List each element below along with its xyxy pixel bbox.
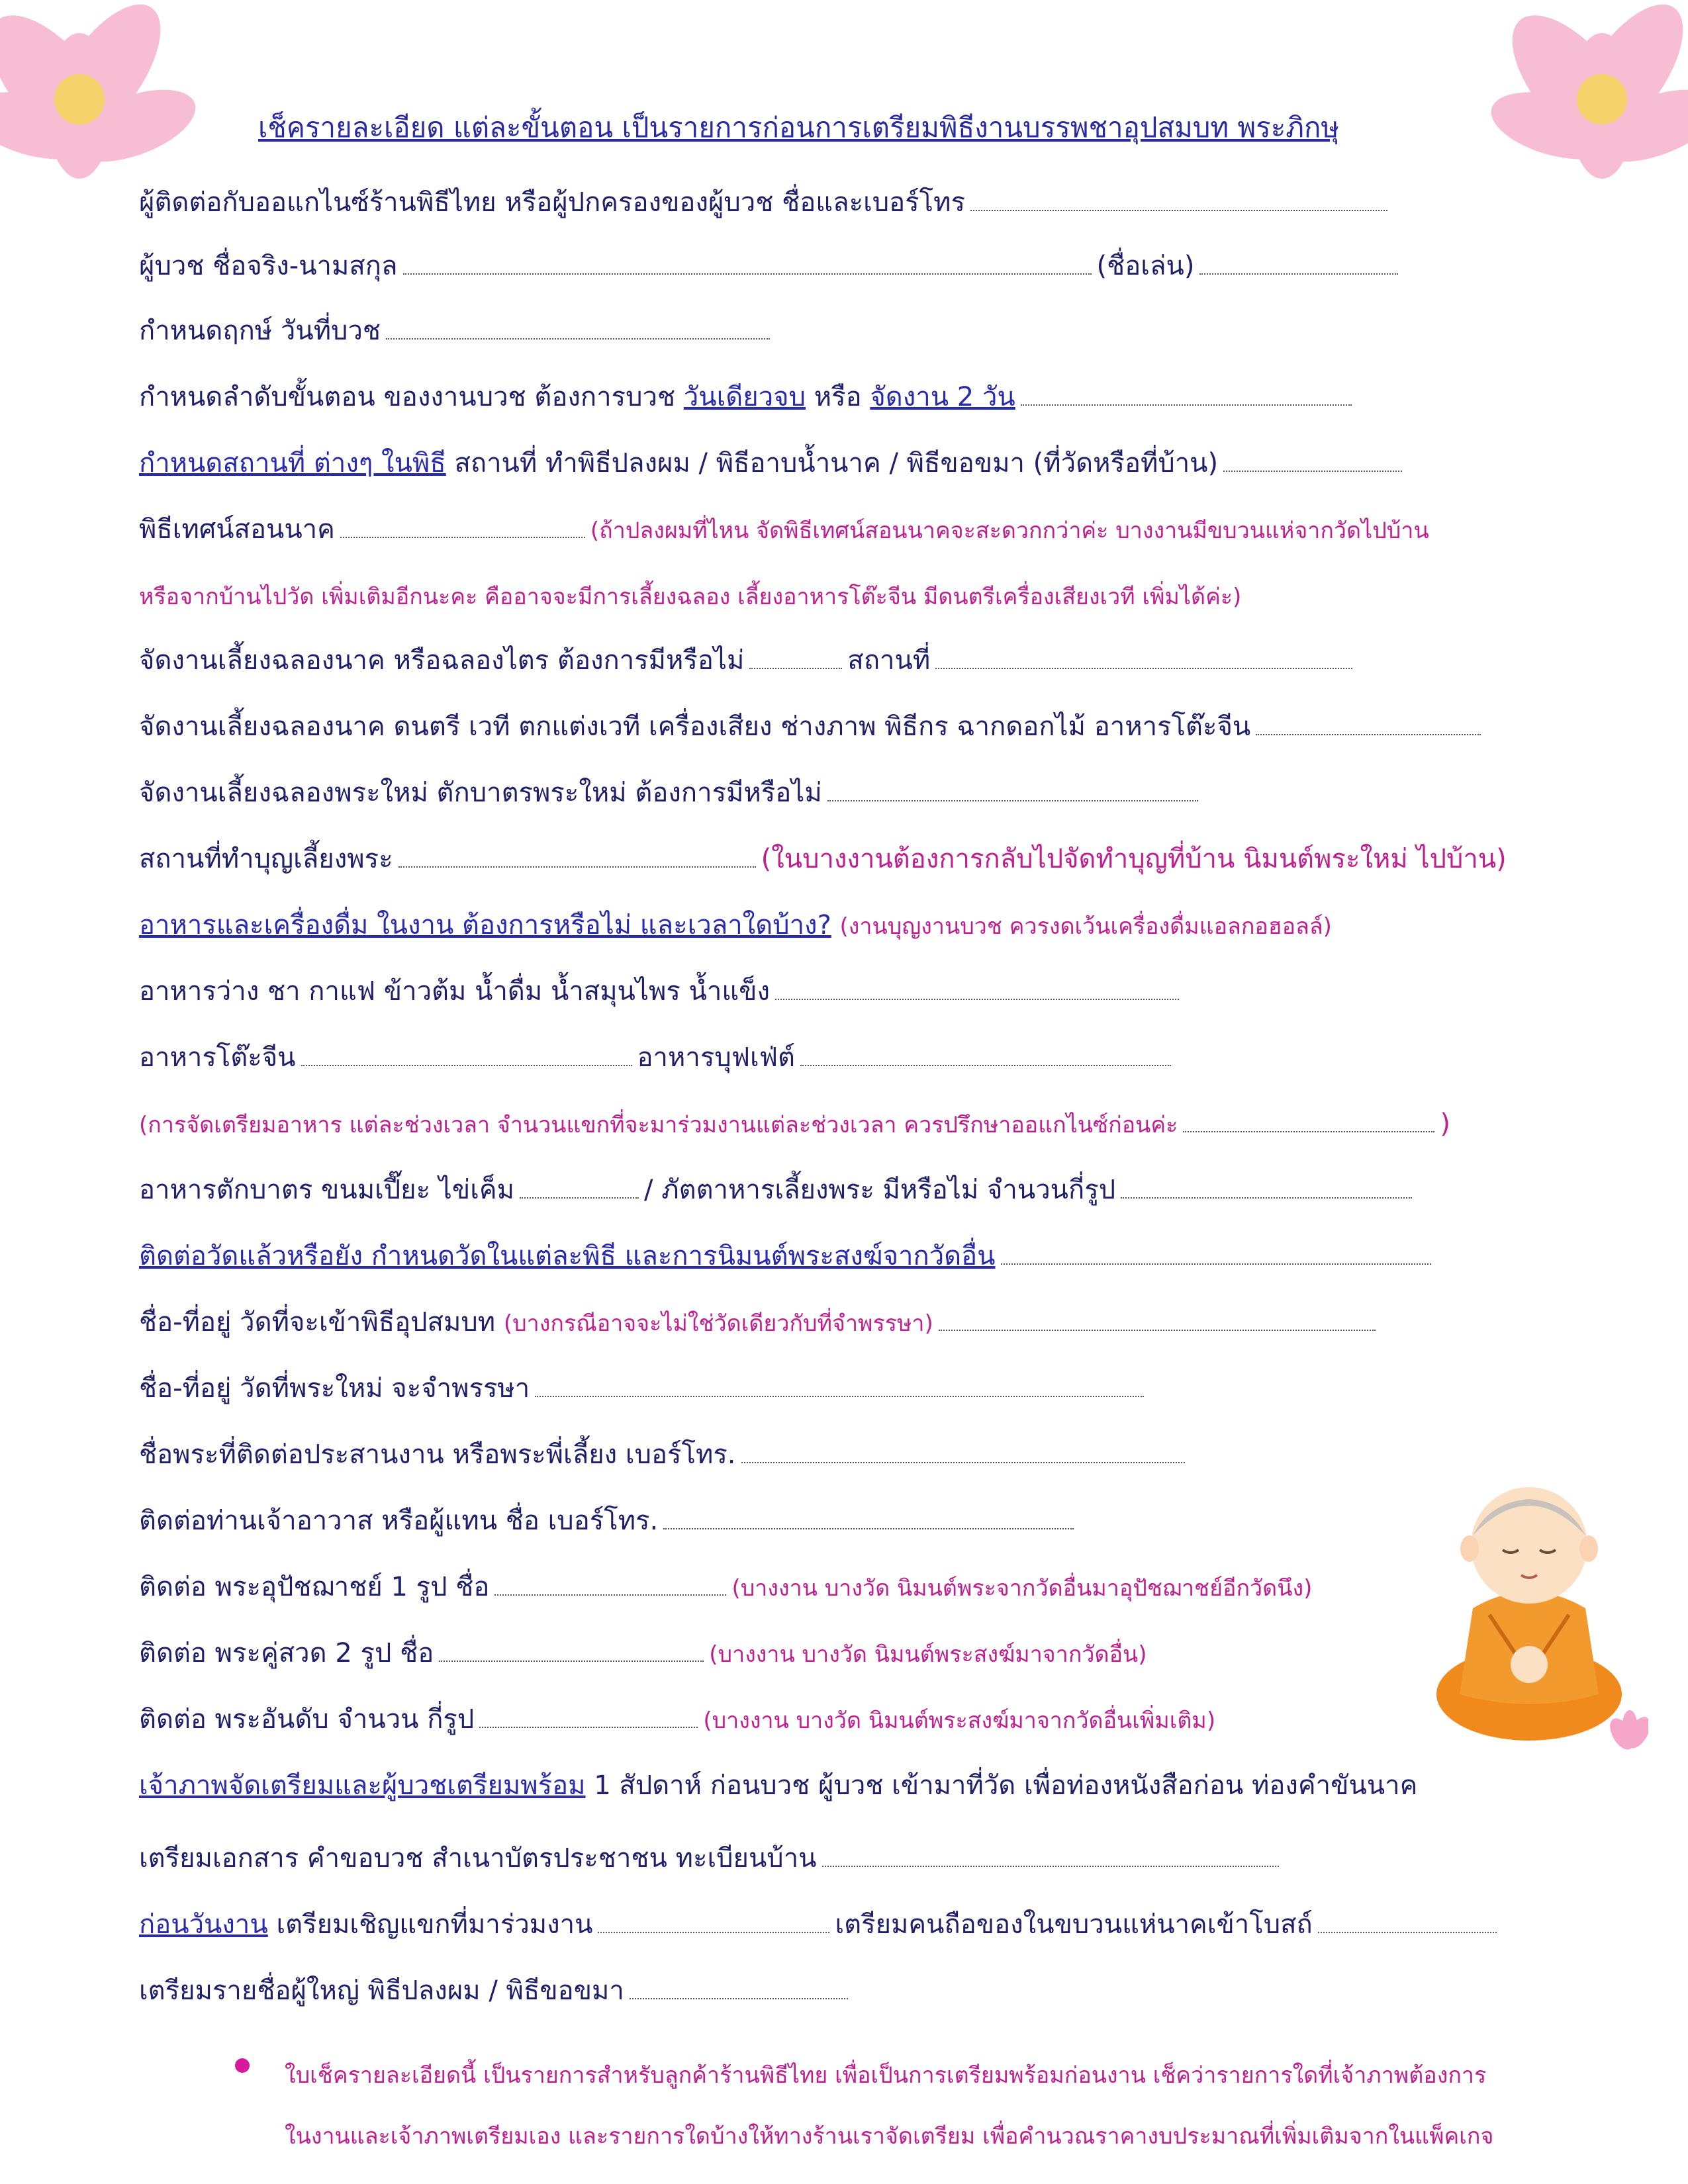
fill-blank[interactable] bbox=[741, 1461, 1185, 1463]
footnote bbox=[238, 2045, 1549, 2167]
fill-blank[interactable] bbox=[749, 667, 842, 669]
field-label: สถานที่ bbox=[847, 645, 931, 676]
fill-blank[interactable] bbox=[1121, 1197, 1412, 1199]
note-text: (การจัดเตรียมอาหาร แต่ละช่วงเวลา จำนวนแขกที่จะมาร่วมงานแต่ละช่วงเวลา ควรปรึกษาออแกไนซ์ก่อนค่ะ bbox=[139, 1112, 1178, 1138]
fill-blank[interactable] bbox=[1021, 404, 1352, 406]
fill-blank[interactable] bbox=[520, 1197, 639, 1199]
monk-illustration-icon bbox=[1410, 1476, 1648, 1754]
form-line-chanting-monks bbox=[139, 1635, 1147, 1673]
field-label: กำหนดลำดับขั้นตอน ของงานบวช ต้องการบวช bbox=[139, 382, 676, 412]
form-line-before-event bbox=[139, 1906, 1502, 1943]
fill-blank[interactable] bbox=[827, 799, 1198, 801]
form-line-food-note bbox=[139, 1105, 1450, 1144]
note-text: (งานบุญงานบวช ควรงดเว้นเครื่องดื่มแอลกอฮอลล์) bbox=[839, 913, 1332, 940]
bullet-icon bbox=[235, 2058, 250, 2073]
fill-blank[interactable] bbox=[1001, 1263, 1431, 1265]
fill-blank[interactable] bbox=[439, 1660, 704, 1662]
note-text: (ถ้าปลงผมที่ไหน จัดพิธีเทศน์สอนนาคจะสะดวกกว่าค่ะ บางงานมีขบวนแห่จากวัดไปบ้าน bbox=[590, 518, 1429, 544]
fill-blank[interactable] bbox=[1183, 1130, 1434, 1132]
form-line-new-monk bbox=[139, 774, 1203, 811]
form-line-organizer bbox=[139, 184, 1393, 221]
field-label: / ภัตตาหารเลี้ยงพระ มีหรือไม่ จำนวนกี่รูป bbox=[644, 1175, 1116, 1205]
form-line-alms bbox=[139, 1171, 1417, 1208]
option-two-days[interactable]: จัดงาน 2 วัน bbox=[870, 382, 1015, 412]
section-link-venues[interactable]: กำหนดสถานที่ ต่างๆ ในพิธี bbox=[139, 448, 446, 478]
field-label: พิธีเทศน์สอนนาค bbox=[139, 514, 335, 545]
fill-blank[interactable] bbox=[598, 1931, 829, 1933]
field-label: กำหนดฤกษ์ วันที่บวช bbox=[139, 316, 381, 346]
fill-blank[interactable] bbox=[939, 1329, 1376, 1331]
fill-blank[interactable] bbox=[1223, 470, 1402, 472]
form-line-schedule bbox=[139, 379, 1357, 416]
field-label: เตรียมเอกสาร คำขอบวช สำเนาบัตรประชาชน ทะเบียนบ้าน bbox=[139, 1843, 817, 1874]
field-label: ผู้บวช ชื่อจริง-นามสกุล bbox=[139, 251, 398, 281]
field-label: หรือ bbox=[814, 382, 862, 412]
field-label: ชื่อพระที่ติดต่อประสานงาน หรือพระพี่เลี้ยง เบอร์โทร. bbox=[139, 1439, 736, 1470]
field-label: 1 สัปดาห์ ก่อนบวช ผู้บวช เข้ามาที่วัด เพื่อท่องหนังสือก่อน ท่องคำขันนาค bbox=[594, 1770, 1418, 1801]
fill-blank[interactable] bbox=[822, 1865, 1279, 1867]
form-line-coordinator-monk bbox=[139, 1436, 1190, 1473]
fill-blank[interactable] bbox=[630, 1997, 848, 1999]
field-label: อาหารตักบาตร ขนมเปี๊ยะ ไข่เค็ม bbox=[139, 1175, 515, 1205]
field-label: ชื่อ-ที่อยู่ วัดที่จะเข้าพิธีอุปสมบท bbox=[139, 1307, 496, 1338]
field-label: สถานที่ ทำพิธีปลงผม / พิธีอาบน้ำนาค / พิธีขอขมา (ที่วัดหรือที่บ้าน) bbox=[454, 448, 1219, 478]
fill-blank[interactable] bbox=[494, 1594, 726, 1596]
section-link-temple[interactable]: ติดต่อวัดแล้วหรือยัง กำหนดวัดในแต่ละพิธี และการนิมนต์พระสงฆ์จากวัดอื่น bbox=[139, 1241, 996, 1271]
form-line-sermon-cont bbox=[139, 577, 1241, 615]
form-line-name bbox=[139, 248, 1403, 285]
field-label: จัดงานเลี้ยงฉลองพระใหม่ ตักบาตรพระใหม่ ต้องการมีหรือไม่ bbox=[139, 778, 822, 808]
note-text: (บางกรณีอาจจะไม่ใช่วัดเดียวกับที่จำพรรษา) bbox=[503, 1310, 933, 1337]
fill-blank[interactable] bbox=[479, 1726, 698, 1728]
field-label: อาหารว่าง ชา กาแฟ ข้าวต้ม น้ำดื่ม น้ำสมุนไพร น้ำแข็ง bbox=[139, 976, 771, 1007]
page-title: เช็ครายละเอียด แต่ละขั้นตอน เป็นรายการก่อนการเตรียมพิธีงานบรรพชาอุปสมบท พระภิกษุ bbox=[258, 111, 1340, 144]
fill-blank[interactable] bbox=[970, 209, 1387, 211]
form-line-food-drinks bbox=[139, 907, 1332, 945]
fill-blank[interactable] bbox=[340, 536, 585, 538]
form-line-venues bbox=[139, 445, 1407, 482]
form-line-meals bbox=[139, 1039, 1176, 1076]
field-label: อาหารบุฟเฟ่ต์ bbox=[637, 1042, 796, 1073]
form-line-preparation-week bbox=[139, 1767, 1417, 1804]
field-label: ชื่อ-ที่อยู่ วัดที่พระใหม่ จะจำพรรษา bbox=[139, 1373, 530, 1404]
field-label: ผู้ติดต่อกับออแกไนซ์ร้านพิธีไทย หรือผู้ปกครองของผู้บวช ชื่อและเบอร์โทร bbox=[139, 187, 965, 218]
lotus-flower-icon bbox=[1476, 0, 1688, 199]
fill-blank[interactable] bbox=[1199, 273, 1398, 275]
fill-blank[interactable] bbox=[800, 1064, 1171, 1066]
form-line-merit bbox=[139, 841, 1507, 878]
section-link-food[interactable]: อาหารและเครื่องดื่ม ในงาน ต้องการหรือไม่ และเวลาใดบ้าง? bbox=[139, 910, 831, 940]
section-link-preparation[interactable]: เจ้าภาพจัดเตรียมและผู้บวชเตรียมพร้อม bbox=[139, 1770, 586, 1801]
form-line-entertainment bbox=[139, 708, 1486, 745]
field-label: เตรียมรายชื่อผู้ใหญ่ พิธีปลงผม / พิธีขอขมา bbox=[139, 1976, 624, 2006]
footnote-line-2: ในงานและเจ้าภาพเตรียมเอง และรายการใดบ้างให้ทางร้านเราจัดเตรียม เพื่อคำนวณราคางบประมาณที่เพิ่มเติมจากในแพ็คเกจ bbox=[285, 2123, 1494, 2150]
fill-blank[interactable] bbox=[1318, 1931, 1497, 1933]
note-text: (ในบางงานต้องการกลับไปจัดทำบุญที่บ้าน นิมนต์พระใหม่ ไปบ้าน) bbox=[761, 844, 1507, 874]
fill-blank[interactable] bbox=[399, 866, 756, 868]
field-label: (ชื่อเล่น) bbox=[1096, 251, 1195, 281]
note-text: หรือจากบ้านไปวัด เพิ่มเติมอีกนะคะ คืออาจจะมีการเลี้ยงฉลอง เลี้ยงอาหารโต๊ะจีน มีดนตรีเครื่องเสียงเวที เพิ่มได้ค่ะ) bbox=[139, 584, 1242, 610]
fill-blank[interactable] bbox=[1256, 733, 1481, 735]
form-line-elders bbox=[139, 1972, 853, 2009]
field-label: ติดต่อ พระอันดับ จำนวน กี่รูป bbox=[139, 1704, 475, 1735]
form-line-temple bbox=[139, 1238, 1436, 1275]
field-label: อาหารโต๊ะจีน bbox=[139, 1042, 296, 1073]
form-line-residence-temple bbox=[139, 1370, 1149, 1407]
form-line-documents bbox=[139, 1840, 1284, 1877]
form-line-ordination-temple bbox=[139, 1304, 1381, 1342]
field-label: ติดต่อ พระคู่สวด 2 รูป ชื่อ bbox=[139, 1638, 434, 1668]
note-text: (บางงาน บางวัด นิมนต์พระสงฆ์มาจากวัดอื่น) bbox=[709, 1641, 1147, 1668]
form-line-date bbox=[139, 312, 775, 349]
field-label: เตรียมคนถือของในขบวนแห่นาคเข้าโบสถ์ bbox=[835, 1909, 1313, 1940]
form-line-preceptor bbox=[139, 1569, 1312, 1607]
field-label: จัดงานเลี้ยงฉลองนาค หรือฉลองไตร ต้องการมีหรือไม่ bbox=[139, 645, 745, 676]
fill-blank[interactable] bbox=[663, 1527, 1074, 1529]
field-label: สถานที่ทำบุญเลี้ยงพระ bbox=[139, 844, 393, 874]
fill-blank[interactable] bbox=[301, 1064, 632, 1066]
option-one-day[interactable]: วันเดียวจบ bbox=[683, 382, 806, 412]
form-line-abbot bbox=[139, 1502, 1079, 1539]
note-text: (บางงาน บางวัด นิมนต์พระจากวัดอื่นมาอุปัชฌาชย์อีกวัดนึง) bbox=[731, 1575, 1313, 1602]
fill-blank[interactable] bbox=[386, 338, 770, 340]
note-text: ) bbox=[1440, 1109, 1450, 1139]
form-line-sermon bbox=[139, 511, 1429, 549]
fill-blank[interactable] bbox=[775, 998, 1179, 1000]
form-line-snacks bbox=[139, 973, 1184, 1010]
section-link-before-event[interactable]: ก่อนวันงาน bbox=[139, 1909, 268, 1940]
field-label: ติดต่อท่านเจ้าอาวาส หรือผู้แทน ชื่อ เบอร์โทร. bbox=[139, 1506, 659, 1536]
form-line-celebration bbox=[139, 642, 1358, 679]
fill-blank[interactable] bbox=[535, 1395, 1144, 1397]
note-text: (บางงาน บางวัด นิมนต์พระสงฆ์มาจากวัดอื่นเพิ่มเติม) bbox=[703, 1707, 1216, 1734]
field-label: เตรียมเชิญแขกที่มาร่วมงาน bbox=[276, 1909, 593, 1940]
fill-blank[interactable] bbox=[935, 667, 1352, 669]
field-label: ติดต่อ พระอุปัชฌาชย์ 1 รูป ชื่อ bbox=[139, 1572, 490, 1602]
footnote-line-1: ใบเช็ครายละเอียดนี้ เป็นรายการสำหรับลูกค้าร้านพิธีไทย เพื่อเป็นการเตรียมพร้อมก่อนงาน เช็คว่ารายการใดที่เจ้าภาพต้องการ bbox=[285, 2062, 1487, 2089]
lotus-flower-icon bbox=[0, 0, 205, 199]
field-label: จัดงานเลี้ยงฉลองนาค ดนตรี เวที ตกแต่งเวที เครื่องเสียง ช่างภาพ พิธีกร ฉากดอกไม้ อาหารโต๊ะจีน bbox=[139, 711, 1251, 742]
form-line-attending-monks bbox=[139, 1701, 1215, 1739]
fill-blank[interactable] bbox=[403, 273, 1092, 275]
